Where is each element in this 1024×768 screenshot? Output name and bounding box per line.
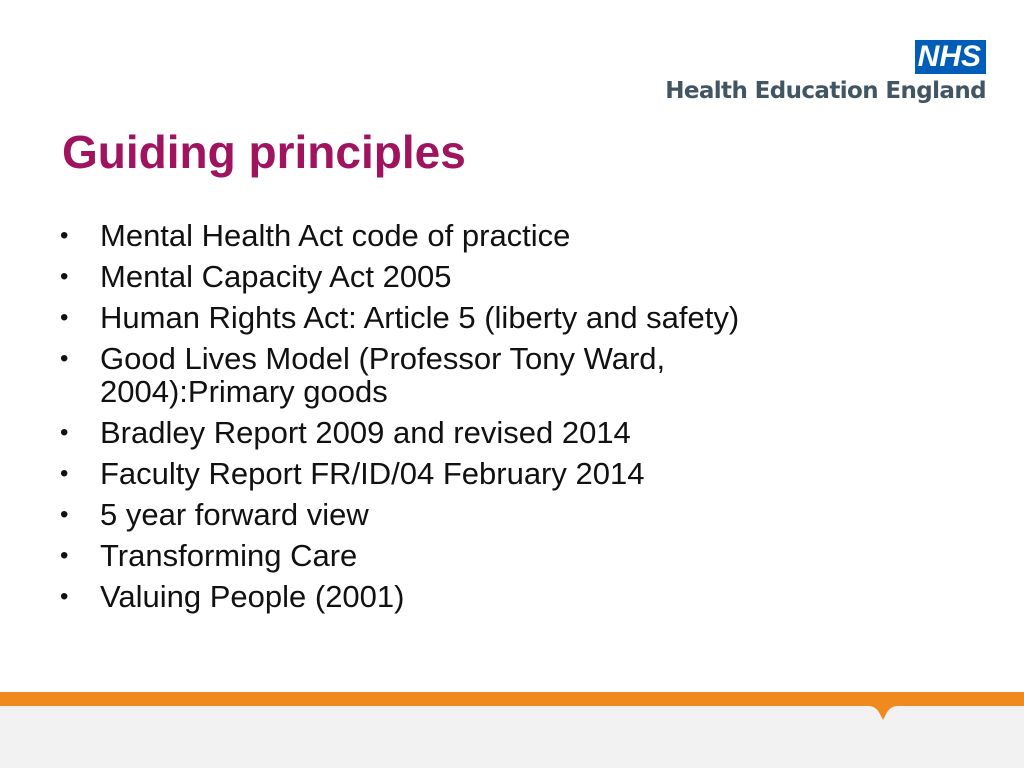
slide-title: Guiding principles <box>62 126 466 178</box>
bullet-list <box>56 219 936 621</box>
bullet-text: Mental Capacity Act 2005 <box>100 259 452 294</box>
footer-notch-icon <box>868 704 898 722</box>
bullet-text: 5 year forward view <box>100 497 369 532</box>
bullet-item <box>56 498 936 531</box>
organisation-name: Health Education England <box>665 78 986 104</box>
bullet-text: Faculty Report FR/ID/04 February 2014 <box>100 456 645 491</box>
bullet-text: Human Rights Act: Article 5 (liberty and safety) <box>100 300 740 335</box>
bullet-icon: • <box>60 501 69 528</box>
bullet-icon: • <box>60 583 69 610</box>
bullet-item <box>56 539 936 572</box>
bullet-item <box>56 416 936 449</box>
bullet-item <box>56 580 936 613</box>
bullet-icon: • <box>60 304 69 331</box>
nhs-hee-logo <box>665 40 986 104</box>
bullet-icon: • <box>60 419 69 446</box>
bullet-icon: • <box>60 460 69 487</box>
bullet-text: Mental Health Act code of practice <box>100 218 571 253</box>
bullet-icon: • <box>60 222 69 249</box>
bullet-item <box>56 301 936 334</box>
nhs-logo: NHS <box>915 40 986 74</box>
bullet-text: Bradley Report 2009 and revised 2014 <box>100 415 631 450</box>
bullet-item <box>56 219 936 252</box>
bullet-text: Good Lives Model (Professor Tony Ward, 2004):Primary goods <box>100 341 666 409</box>
bullet-text: Transforming Care <box>100 538 358 573</box>
bullet-item <box>56 342 760 408</box>
bullet-text: Valuing People (2001) <box>100 579 405 614</box>
bullet-icon: • <box>60 263 69 290</box>
bullet-icon: • <box>60 345 69 372</box>
bullet-item <box>56 260 936 293</box>
bullet-item <box>56 457 936 490</box>
bullet-icon: • <box>60 542 69 569</box>
